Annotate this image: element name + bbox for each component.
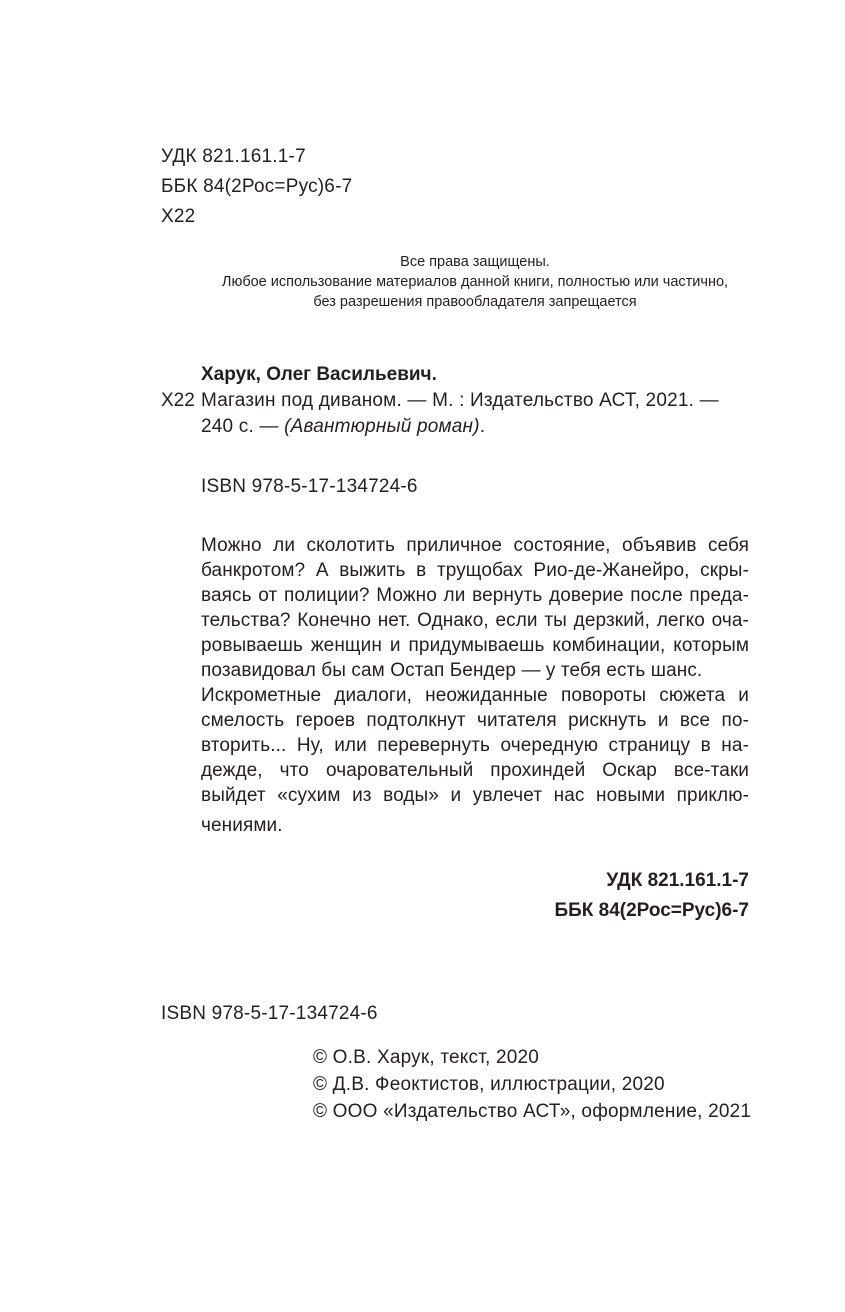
rights-line-2: Любое использование материалов данной книги, полностью или частично,: [221, 274, 729, 290]
annotation-line: тельства? Конечно нет. Однако, если ты дерзкий, легко оча-: [201, 610, 749, 631]
annotation-line: смелость героев подтолкнут читателя рискнуть и все по-: [201, 710, 749, 731]
annotation-line: вторить... Ну, или перевернуть очередную страницу в на-: [201, 735, 749, 756]
rights-notice: [190, 252, 760, 312]
annotation-line: Можно ли сколотить приличное состояние, объявив себя: [201, 535, 749, 556]
udk-code-bottom: УДК 821.161.1-7: [606, 870, 749, 891]
biblio-line-2: [201, 414, 749, 440]
annotation-line: ваясь от полиции? Можно ли вернуть доверие после преда-: [201, 585, 749, 606]
isbn-footer: ISBN 978-5-17-134724-6: [161, 1003, 378, 1024]
copyright-design: © ООО «Издательство АСТ», оформление, 2021: [313, 1101, 752, 1122]
biblio-end-punct: .: [479, 416, 486, 437]
annotation-line: выйдет «сухим из воды» и увлечет нас новыми приклю-: [201, 785, 749, 806]
classification-bottom: [440, 866, 749, 926]
annotation-line: банкротом? А выжить в трущобах Рио-де-Жанейро, скры-: [201, 560, 749, 581]
biblio-line-1: Магазин под диваном. — М. : Издательство АСТ, 2021. —: [201, 390, 719, 411]
bbk-code: ББК 84(2Рос=Рус)6-7: [161, 176, 353, 197]
record-author-mark: Х22: [161, 390, 195, 411]
classification-top: [161, 142, 352, 232]
bibliographic-description: [201, 388, 749, 440]
annotation-line: чениями.: [201, 815, 283, 836]
copyright-text: © О.В. Харук, текст, 2020: [313, 1047, 540, 1068]
udk-code: УДК 821.161.1-7: [161, 146, 306, 167]
rights-line-1: Все права защищены.: [400, 254, 550, 270]
annotation-line: дежде, что очаровательный прохиндей Оскар все-таки: [201, 760, 749, 781]
author-mark: Х22: [161, 206, 196, 227]
copyright-illustrations: © Д.В. Феоктистов, иллюстрации, 2020: [313, 1074, 665, 1095]
series-title: (Авантюрный роман): [284, 416, 480, 437]
pages-info: 240 с. —: [201, 416, 285, 437]
annotation-line: Искрометные диалоги, неожиданные повороты сюжета и: [201, 685, 749, 706]
copyright-block: [313, 1044, 751, 1125]
annotation: [201, 533, 749, 838]
bbk-code-bottom: ББК 84(2Рос=Рус)6-7: [554, 900, 749, 921]
record-isbn: ISBN 978-5-17-134724-6: [201, 476, 418, 497]
author-heading: Харук, Олег Васильевич.: [201, 364, 437, 385]
rights-line-3: без разрешения правообладателя запрещается: [313, 294, 637, 310]
annotation-line: позавидовал бы сам Остап Бендер — у тебя есть шанс.: [201, 660, 703, 681]
annotation-line: ровываешь женщин и придумываешь комбинации, которым: [201, 635, 749, 656]
